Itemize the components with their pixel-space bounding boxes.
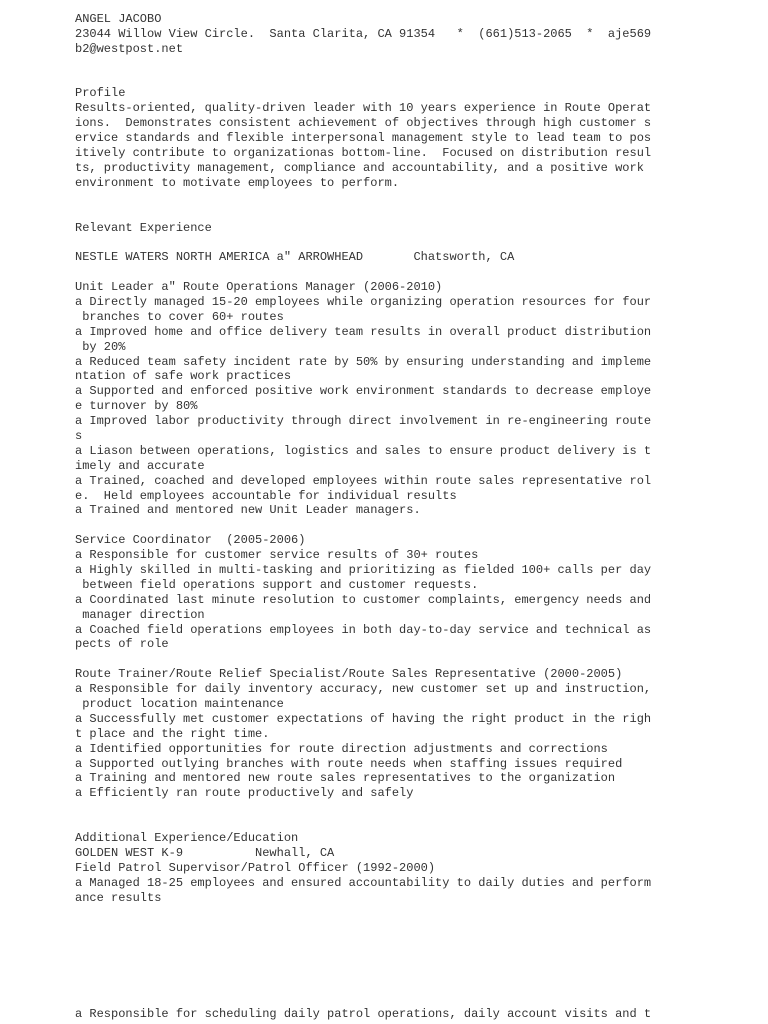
page-footer-fragment bbox=[75, 1007, 675, 1022]
role-bullet-line: imely and accurate bbox=[75, 458, 205, 473]
profile-line: ions. Demonstrates consistent achievement of objectives through high customer s bbox=[75, 116, 652, 131]
role-bullet-line: ance results bbox=[75, 890, 162, 905]
profile-heading: Profile bbox=[75, 86, 126, 101]
contact-line: b2@westpost.net bbox=[75, 41, 184, 56]
role-bullet-line: a Highly skilled in multi-tasking and prioritizing as fielded 100+ calls per day bbox=[75, 562, 652, 577]
role-title: Service Coordinator (2005-2006) bbox=[75, 533, 306, 548]
role-bullet-line: ntation of safe work practices bbox=[75, 369, 292, 384]
role-bullet-line: a Training and mentored new route sales representatives to the organization bbox=[75, 771, 616, 786]
role-bullet-line: a Responsible for customer service results of 30+ routes bbox=[75, 548, 479, 563]
role-bullet-line: manager direction bbox=[75, 607, 205, 622]
role-bullet-line: pects of role bbox=[75, 637, 169, 652]
role-bullet-line: a Efficiently ran route productively and safely bbox=[75, 786, 414, 801]
role-bullet-line: a Responsible for daily inventory accuracy, new customer set up and instruction, bbox=[75, 682, 652, 697]
role-bullet-line: a Trained and mentored new Unit Leader managers. bbox=[75, 503, 421, 518]
profile-line: ervice standards and flexible interpersonal management style to lead team to pos bbox=[75, 131, 652, 146]
role-bullet-line: a Directly managed 15-20 employees while organizing operation resources for four bbox=[75, 294, 652, 309]
role-bullet-line: by 20% bbox=[75, 339, 126, 354]
role-bullet-line: a Coordinated last minute resolution to customer complaints, emergency needs and bbox=[75, 592, 652, 607]
role-title: Route Trainer/Route Relief Specialist/Route Sales Representative (2000-2005) bbox=[75, 667, 623, 682]
experience-heading: Relevant Experience bbox=[75, 220, 212, 235]
role-bullet-line: branches to cover 60+ routes bbox=[75, 309, 284, 324]
role-bullet-line: a Supported and enforced positive work environment standards to decrease employe bbox=[75, 384, 652, 399]
role-bullet-line: between field operations support and customer requests. bbox=[75, 577, 479, 592]
role-bullet-line: s bbox=[75, 428, 83, 443]
role-bullet-line: a Coached field operations employees in both day-to-day service and technical as bbox=[75, 622, 652, 637]
role-bullet-line: a Liason between operations, logistics and sales to ensure product delivery is t bbox=[75, 443, 652, 458]
role-bullet-line: a Improved labor productivity through direct involvement in re-engineering route bbox=[75, 414, 652, 429]
role-title: Unit Leader a" Route Operations Manager (2006-2010) bbox=[75, 280, 443, 295]
contact-line: 23044 Willow View Circle. Santa Clarita, CA 91354 * (661)513-2065 * aje569 bbox=[75, 26, 652, 41]
role-bullet-line: product location maintenance bbox=[75, 697, 284, 711]
role-bullet-line: a Supported outlying branches with route needs when staffing issues required bbox=[75, 756, 623, 771]
role-bullet-line: a Successfully met customer expectations of having the right product in the righ bbox=[75, 711, 652, 726]
role-title: Field Patrol Supervisor/Patrol Officer (1992-2000) bbox=[75, 860, 436, 875]
role-bullet-line: a Improved home and office delivery team results in overall product distribution bbox=[75, 324, 652, 339]
role-bullet-line: a Responsible for scheduling daily patrol operations, daily account visits and t bbox=[75, 1007, 652, 1021]
role-bullet-line: a Identified opportunities for route direction adjustments and corrections bbox=[75, 741, 608, 756]
role-bullet-line: t place and the right time. bbox=[75, 726, 270, 741]
employer-line: NESTLE WATERS NORTH AMERICA a" ARROWHEAD Chatsworth, CA bbox=[75, 250, 515, 265]
role-bullet-line: a Reduced team safety incident rate by 50% by ensuring understanding and impleme bbox=[75, 354, 652, 369]
additional-heading: Additional Experience/Education bbox=[75, 831, 299, 846]
profile-line: environment to motivate employees to perform. bbox=[75, 175, 400, 190]
resume-document bbox=[75, 12, 675, 905]
role-bullet-line: a Trained, coached and developed employees within route sales representative rol bbox=[75, 473, 652, 488]
profile-line: itively contribute to organizationas bottom-line. Focused on distribution resul bbox=[75, 146, 652, 161]
profile-line: ts, productivity management, compliance and accountability, and a positive work bbox=[75, 160, 644, 175]
profile-line: Results-oriented, quality-driven leader with 10 years experience in Route Operat bbox=[75, 101, 652, 116]
candidate-name: ANGEL JACOBO bbox=[75, 12, 162, 26]
role-bullet-line: e turnover by 80% bbox=[75, 399, 198, 414]
role-bullet-line: e. Held employees accountable for individual results bbox=[75, 488, 457, 503]
employer-line: GOLDEN WEST K-9 Newhall, CA bbox=[75, 845, 335, 860]
role-bullet-line: a Managed 18-25 employees and ensured accountability to daily duties and perform bbox=[75, 875, 652, 890]
